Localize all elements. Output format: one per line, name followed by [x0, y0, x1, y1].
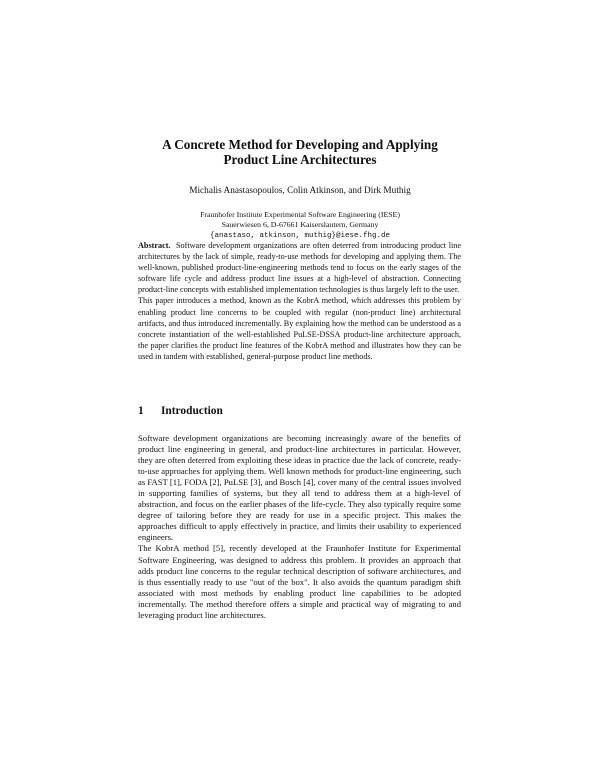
abstract-block	[138, 240, 461, 362]
affiliation-block	[140, 210, 460, 241]
abstract-paragraph-2: This paper introduces a method, known as the KobrA method, which addresses this problem by enabling product line concerns to be coupled with regular (non-product line) architectural artifacts, and thus introduced incrementally. By explaining how the method can be understood as a concrete instantiation of the well-established PuLSE-DSSA product-line architecture approach, the paper clarifies the product line features of the KobrA method and illustrates how they can be used in tandem with established, general-purpose product line methods.	[138, 296, 461, 361]
institute-name: Fraunhofer Institute Experimental Software Engineering (IESE)	[200, 210, 400, 219]
intro-paragraph-2: The KobrA method [5], recently developed at the Fraunhofer Institute for Experimental Software Engineering, was designed to address this problem. It provides an approach that adds product line concerns to the regular technical description of software architectures, and is thus essentially ready to use "out of the box". It also avoids the quantum paradigm shift associated with most methods by enabling product line capabilities to be adopted incrementally. The method therefore offers a simple and practical way of migrating to and leveraging product line architectures.	[138, 543, 461, 620]
section-heading	[138, 404, 223, 418]
paper-title	[120, 137, 480, 167]
title-line-1: A Concrete Method for Developing and Applying	[162, 137, 438, 152]
section-number: 1	[138, 405, 144, 417]
author-emails: {anastaso, atkinson, muthig}@iese.fhg.de	[209, 231, 391, 240]
abstract-label: Abstract.	[138, 241, 171, 250]
institute-address: Sauerwiesen 6, D-67661 Kaiserslautern, Germany	[221, 220, 379, 230]
intro-paragraph-1: Software development organizations are becoming increasingly aware of the benefits of product line engineering in general, and product-line architectures in particular. However, they are often deterred from exploiting these ideas in practice due the lack of concrete, ready-to-use approaches for applying them. Well known methods for product-line engineering, such as FAST [1], FODA [2], PuLSE [3], and Bosch [4], cover many of the central issues involved in supporting families of systems, but they all tend to address them at a high-level of abstraction, and focus on the earlier phases of the life-cycle. They also typically require some degree of tailoring before they are ready for use in a specific project. This makes the approaches difficult to apply effectively in practice, and limits their usability to experienced engineers.	[138, 433, 461, 543]
abstract-text-1: Software development organizations are often deterred from introducing product line architectures by the lack of simple, ready-to-use methods for developing and applying them. The well-known, published product-line-engineering methods tend to focus on the early stages of the software life cycle and address product line issues at a high-level of abstraction. Connecting product-line concepts with established implementation technologies is thus largely left to the user.	[138, 241, 462, 295]
abstract-paragraph-1	[138, 240, 461, 295]
author-list: Michalis Anastasopoulos, Colin Atkinson, and Dirk Muthig	[189, 186, 411, 196]
section-title: Introduction	[161, 405, 223, 417]
introduction-body	[138, 433, 461, 621]
title-line-2: Product Line Architectures	[223, 152, 377, 167]
